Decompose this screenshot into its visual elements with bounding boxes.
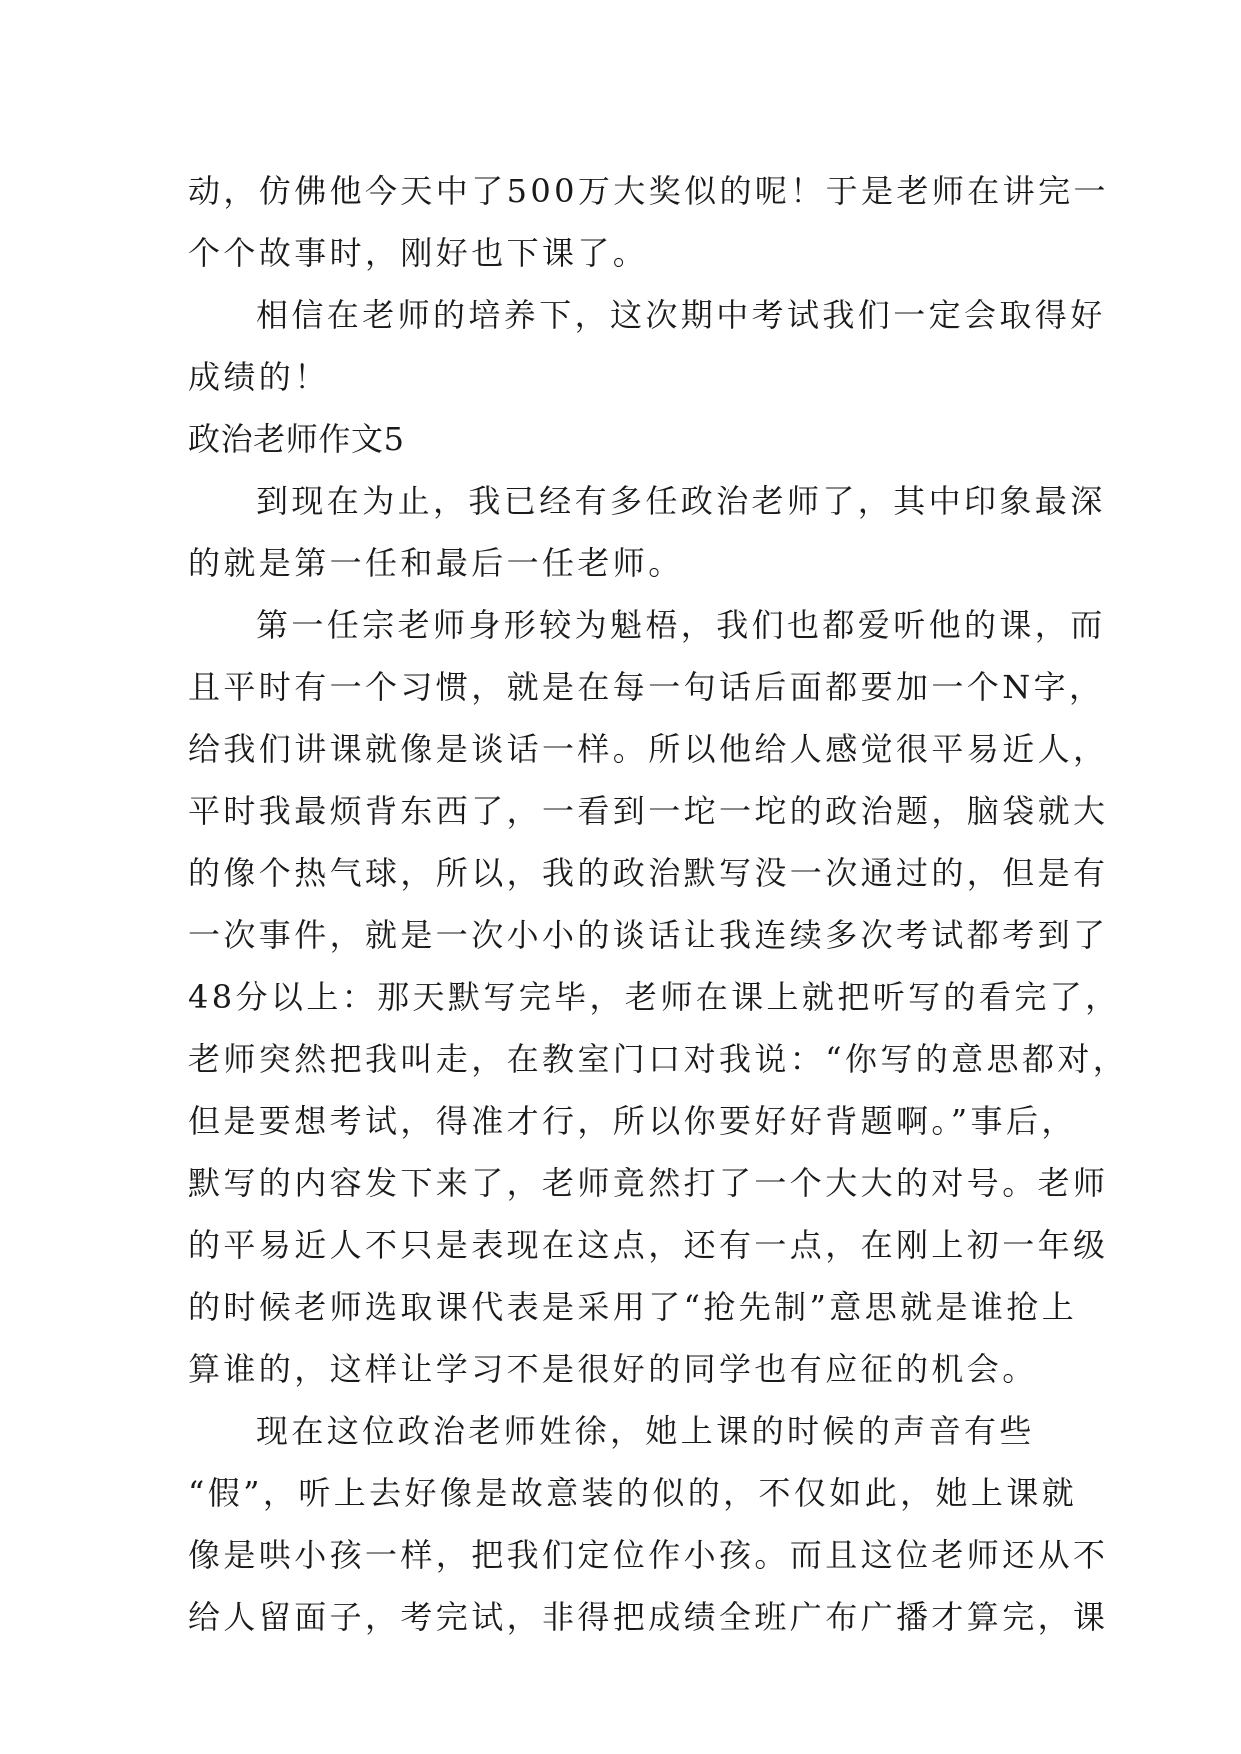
text-line: 老师突然把我叫走，在教室门口对我说：“你写的意思都对，	[188, 1040, 1129, 1078]
text-line: 一次事件，就是一次小小的谈话让我连续多次考试都考到了	[188, 916, 1109, 954]
text-line: 48分以上：那天默写完毕，老师在课上就把听写的看完了，	[188, 978, 1121, 1016]
text-line: 像是哄小孩一样，把我们定位作小孩。而且这位老师还从不	[188, 1536, 1109, 1574]
paragraph	[188, 284, 1106, 408]
text-line: 个个故事时，刚好也下课了。	[188, 234, 649, 272]
text-line: 且平时有一个习惯，就是在每一句话后面都要加一个N字，	[188, 668, 1105, 706]
text-line: 相信在老师的培养下，这次期中考试我们一定会取得好	[256, 296, 1106, 334]
text-line: 第一任宗老师身形较为魁梧，我们也都爱听他的课，而	[256, 606, 1106, 644]
text-line: 的平易近人不只是表现在这点，还有一点，在刚上初一年级	[188, 1226, 1109, 1264]
paragraph	[188, 470, 1106, 594]
text-line: 的像个热气球，所以，我的政治默写没一次通过的，但是有	[188, 854, 1109, 892]
paragraph	[188, 1400, 1109, 1648]
text-line: 成绩的！	[188, 358, 330, 396]
section-heading: 政治老师作文5	[188, 420, 405, 458]
paragraph	[188, 594, 1129, 1400]
text-line: 到现在为止，我已经有多任政治老师了，其中印象最深	[256, 482, 1106, 520]
paragraph-continued	[188, 160, 1109, 284]
text-line: 动，仿佛他今天中了500万大奖似的呢！于是老师在讲完一	[188, 172, 1109, 210]
text-line: 给我们讲课就像是谈话一样。所以他给人感觉很平易近人，	[188, 730, 1109, 768]
text-line: 平时我最烦背东西了，一看到一坨一坨的政治题，脑袋就大	[188, 792, 1109, 830]
text-line: 的时候老师选取课代表是采用了“抢先制”意思就是谁抢上	[188, 1288, 1078, 1326]
text-line: 现在这位政治老师姓徐，她上课的时候的声音有些	[256, 1412, 1035, 1450]
text-line: 算谁的，这样让学习不是很好的同学也有应征的机会。	[188, 1350, 1038, 1388]
document-body	[188, 160, 1129, 1648]
text-line: 默写的内容发下来了，老师竟然打了一个大大的对号。老师	[188, 1164, 1109, 1202]
text-line: 的就是第一任和最后一任老师。	[188, 544, 684, 582]
text-line: 但是要想考试，得准才行，所以你要好好背题啊。”事后，	[188, 1102, 1077, 1140]
text-line: 给人留面子，考完试，非得把成绩全班广布广播才算完，课	[188, 1598, 1109, 1636]
text-line: “假”，听上去好像是故意装的似的，不仅如此，她上课就	[188, 1474, 1078, 1512]
